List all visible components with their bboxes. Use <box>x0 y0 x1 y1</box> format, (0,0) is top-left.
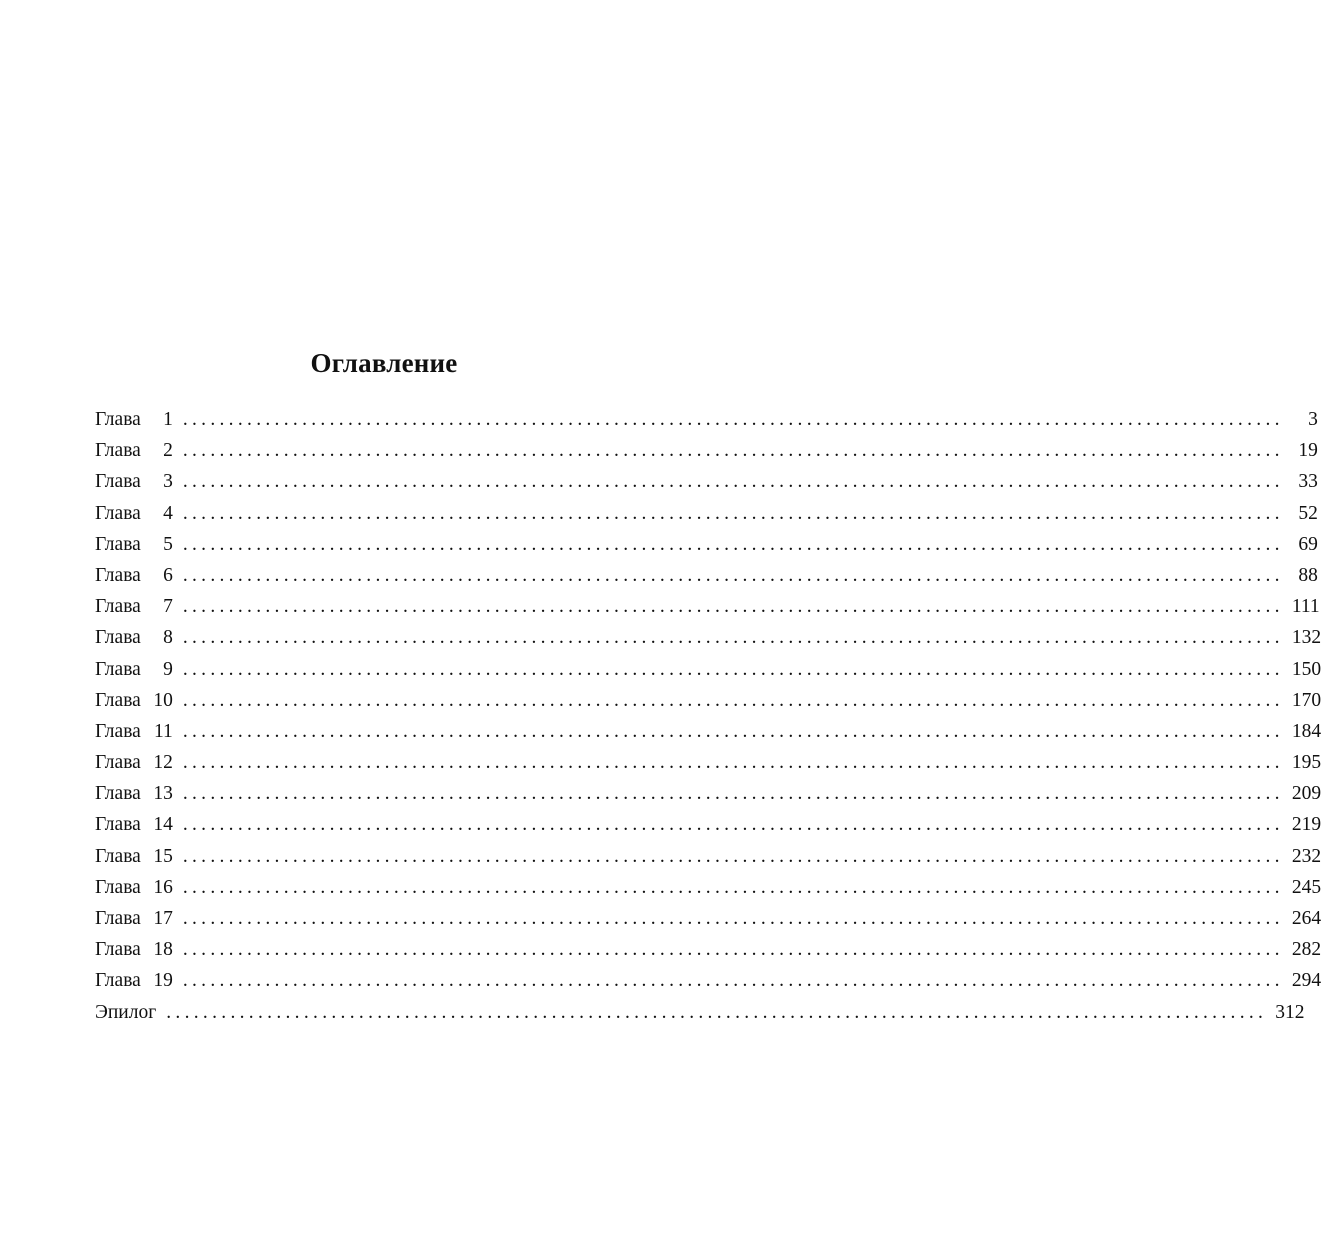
toc-entry-label: Глава <box>95 533 141 555</box>
toc-entry-label: Глава <box>95 596 141 618</box>
toc-entry-chapter-6[interactable] <box>95 560 1318 591</box>
toc-entry-number: 8 <box>163 627 173 649</box>
toc-entry-page: 150 <box>1291 658 1321 680</box>
toc-entry-number: 6 <box>163 564 173 586</box>
toc-entry-epilogue[interactable] <box>95 997 1305 1028</box>
toc-entry-chapter-11[interactable] <box>95 716 1321 747</box>
toc-entry-page: 219 <box>1291 814 1321 836</box>
page-title: Оглавление <box>310 348 458 378</box>
dot-leader: ........................................................................................................................ <box>182 440 1284 462</box>
toc-entry-number: 3 <box>163 471 173 493</box>
toc-entry-chapter-19[interactable] <box>95 965 1321 996</box>
table-of-contents <box>95 404 1321 1028</box>
toc-entry-label: Глава <box>95 752 141 774</box>
toc-entry-page: 209 <box>1291 783 1321 805</box>
toc-entry-number: 5 <box>163 533 173 555</box>
toc-entry-page: 264 <box>1291 908 1321 929</box>
toc-entry-label: Глава <box>95 564 141 586</box>
toc-entry-number: 14 <box>153 814 173 836</box>
dot-leader: ........................................................................................................................ <box>182 720 1284 742</box>
dot-leader: ........................................................................................................................ <box>182 970 1284 992</box>
toc-entry-page: 33 <box>1298 471 1318 493</box>
toc-entry-page: 52 <box>1298 502 1318 524</box>
toc-entry-page: 88 <box>1298 564 1318 586</box>
toc-entry-chapter-7[interactable] <box>95 591 1320 622</box>
toc-entry-number: 1 <box>163 409 173 430</box>
toc-entry-label: Глава <box>95 908 141 929</box>
dot-leader: ........................................................................................................................ <box>182 502 1284 524</box>
toc-entry-page: 69 <box>1298 533 1318 555</box>
toc-entry-chapter-3[interactable] <box>95 466 1318 497</box>
toc-entry-page: 195 <box>1291 752 1321 774</box>
toc-entry-label: Глава <box>95 845 141 867</box>
toc-entry-label: Глава <box>95 720 141 742</box>
toc-entry-label: Глава <box>95 689 141 711</box>
toc-entry-chapter-4[interactable] <box>95 498 1318 529</box>
toc-entry-chapter-2[interactable] <box>95 435 1318 466</box>
dot-leader: ........................................................................................................................ <box>182 876 1284 898</box>
toc-entry-number: 12 <box>153 752 173 774</box>
toc-entry-page: 19 <box>1298 440 1318 462</box>
toc-entry-chapter-13[interactable] <box>95 778 1321 809</box>
toc-entry-page: 245 <box>1291 876 1321 898</box>
toc-entry-number: 19 <box>153 970 173 992</box>
dot-leader: ........................................................................................................................ <box>182 752 1284 774</box>
toc-entry-chapter-1[interactable] <box>95 404 1318 435</box>
dot-leader: ........................................................................................................................ <box>182 939 1284 961</box>
toc-entry-number: 13 <box>153 783 173 805</box>
toc-entry-chapter-12[interactable] <box>95 747 1321 778</box>
toc-entry-label: Глава <box>95 627 141 649</box>
toc-entry-label: Глава <box>95 783 141 805</box>
toc-entry-number: 7 <box>163 596 173 618</box>
toc-entry-number: 17 <box>153 908 173 929</box>
toc-entry-page: 282 <box>1291 939 1321 961</box>
dot-leader: ........................................................................................................................ <box>182 627 1284 649</box>
toc-entry-number: 16 <box>153 876 173 898</box>
toc-entry-page: 294 <box>1291 970 1321 992</box>
toc-entry-number: 15 <box>153 845 173 867</box>
toc-entry-label: Эпилог <box>95 1001 157 1023</box>
toc-entry-label: Глава <box>95 502 141 524</box>
toc-entry-page: 111 <box>1291 596 1320 618</box>
toc-entry-chapter-9[interactable] <box>95 654 1321 685</box>
toc-entry-label: Глава <box>95 814 141 836</box>
toc-entry-chapter-18[interactable] <box>95 934 1321 965</box>
dot-leader: ........................................................................................................................ <box>182 689 1284 711</box>
toc-entry-chapter-15[interactable] <box>95 841 1321 872</box>
dot-leader: ........................................................................................................................ <box>182 564 1284 586</box>
toc-entry-number: 2 <box>163 440 173 462</box>
toc-entry-label: Глава <box>95 409 141 430</box>
toc-entry-label: Глава <box>95 970 141 992</box>
dot-leader: ........................................................................................................................ <box>182 471 1284 493</box>
dot-leader: ........................................................................................................................ <box>166 1001 1268 1023</box>
toc-entry-page: 312 <box>1275 1001 1305 1023</box>
toc-entry-chapter-8[interactable] <box>95 622 1321 653</box>
toc-entry-chapter-14[interactable] <box>95 809 1321 840</box>
dot-leader: ........................................................................................................................ <box>182 845 1284 867</box>
dot-leader: ........................................................................................................................ <box>182 814 1284 836</box>
toc-entry-label: Глава <box>95 658 141 680</box>
toc-entry-label: Глава <box>95 876 141 898</box>
dot-leader: ........................................................................................................................ <box>182 409 1284 430</box>
toc-entry-label: Глава <box>95 471 141 493</box>
dot-leader: ........................................................................................................................ <box>182 783 1284 805</box>
toc-entry-number: 9 <box>163 658 173 680</box>
toc-entry-page: 132 <box>1291 627 1321 649</box>
dot-leader: ........................................................................................................................ <box>182 658 1284 680</box>
toc-entry-chapter-16[interactable] <box>95 872 1321 903</box>
toc-entry-page: 3 <box>1308 409 1318 430</box>
toc-entry-chapter-5[interactable] <box>95 529 1318 560</box>
toc-entry-number: 11 <box>154 720 173 742</box>
toc-entry-label: Глава <box>95 939 141 961</box>
toc-entry-page: 170 <box>1291 689 1321 711</box>
toc-entry-number: 18 <box>153 939 173 961</box>
dot-leader: ........................................................................................................................ <box>182 533 1284 555</box>
dot-leader: ........................................................................................................................ <box>182 596 1284 618</box>
toc-entry-number: 4 <box>163 502 173 524</box>
toc-entry-chapter-10[interactable] <box>95 685 1321 716</box>
dot-leader: ........................................................................................................................ <box>182 908 1284 929</box>
toc-entry-number: 10 <box>153 689 173 711</box>
toc-entry-chapter-17[interactable] <box>95 903 1321 934</box>
toc-entry-page: 184 <box>1291 720 1321 742</box>
toc-entry-label: Глава <box>95 440 141 462</box>
toc-entry-page: 232 <box>1291 845 1321 867</box>
